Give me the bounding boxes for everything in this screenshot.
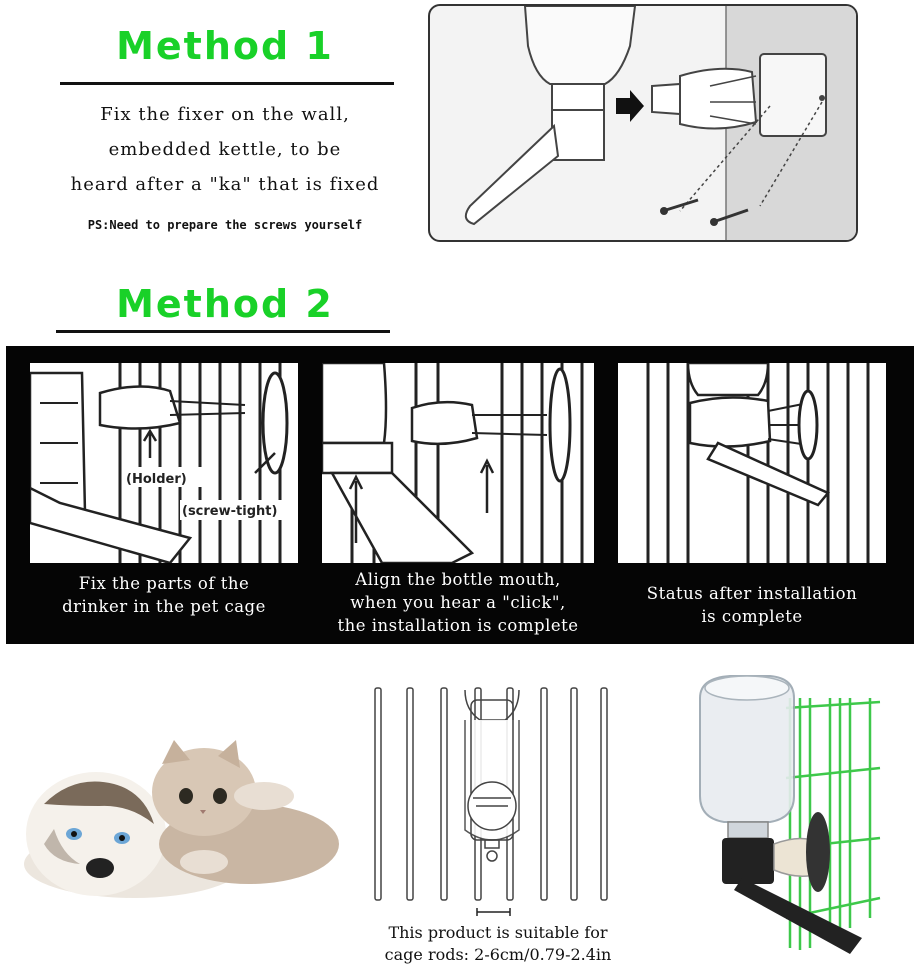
step3-illustration bbox=[618, 363, 886, 563]
cage-rod-caption-line: cage rods: 2-6cm/0.79-2.4in bbox=[384, 945, 612, 964]
step3-caption-line: is complete bbox=[701, 607, 803, 626]
step1-caption bbox=[30, 572, 298, 618]
step1-caption-line: Fix the parts of the bbox=[78, 574, 250, 593]
method1-description bbox=[40, 97, 410, 202]
cage-rod-caption-line: This product is suitable for bbox=[388, 923, 608, 942]
method1-description-line: heard after a "ka" that is fixed bbox=[70, 174, 380, 195]
step2-illustration bbox=[322, 363, 594, 563]
step2-caption-line: when you hear a "click", bbox=[350, 593, 566, 612]
method1-description-line: embedded kettle, to be bbox=[108, 139, 342, 160]
method1-description-line: Fix the fixer on the wall, bbox=[100, 104, 350, 125]
step3-caption-line: Status after installation bbox=[646, 584, 858, 603]
method2-title: Method 2 bbox=[116, 282, 334, 326]
cage-rod-compatibility-caption bbox=[348, 922, 648, 966]
wall-mount-illustration bbox=[428, 4, 858, 242]
cage-rod-size-diagram bbox=[365, 680, 615, 920]
step3-caption bbox=[618, 582, 886, 628]
step2-caption bbox=[322, 568, 594, 637]
screw-tight-label: (screw-tight) bbox=[182, 504, 278, 519]
method1-screw-note: PS:Need to prepare the screws yourself bbox=[87, 218, 363, 232]
screw-icon bbox=[660, 200, 698, 215]
method2-divider bbox=[56, 330, 390, 333]
puppy-and-kitten-photo bbox=[14, 734, 354, 904]
method1-title: Method 1 bbox=[116, 24, 334, 68]
holder-label: (Holder) bbox=[126, 472, 187, 487]
step1-caption-line: drinker in the pet cage bbox=[62, 597, 266, 616]
step2-caption-line: Align the bottle mouth, bbox=[355, 570, 561, 589]
step1-illustration bbox=[30, 363, 298, 563]
step2-caption-line: the installation is complete bbox=[337, 616, 579, 635]
method1-divider bbox=[60, 82, 394, 85]
installed-water-bottle-photo bbox=[690, 668, 890, 964]
